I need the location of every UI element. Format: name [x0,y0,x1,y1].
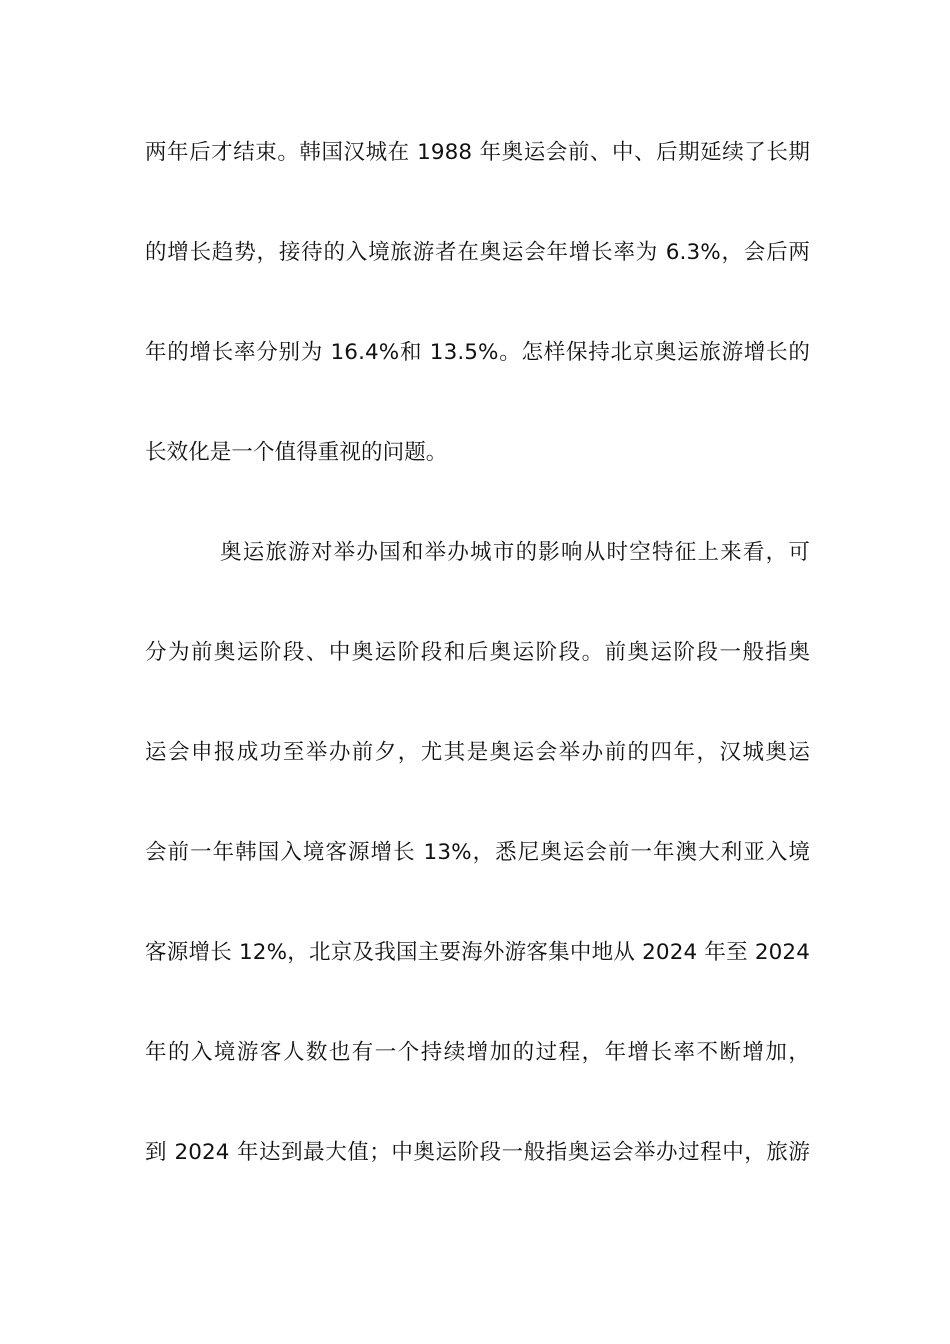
paragraph-line: 年的增长率分别为 16.4%和 13.5%。怎样保持北京奥运旅游增长的 [145,340,810,365]
paragraph-line: 分为前奥运阶段、中奥运阶段和后奥运阶段。前奥运阶段一般指奥 [145,640,810,665]
paragraph-line: 两年后才结束。韩国汉城在 1988 年奥运会前、中、后期延续了长期 [145,140,810,165]
paragraph-line: 会前一年韩国入境客源增长 13%，悉尼奥运会前一年澳大利亚入境 [145,840,810,865]
paragraph-line: 到 2024 年达到最大值；中奥运阶段一般指奥运会举办过程中，旅游 [145,1140,810,1165]
paragraph-line: 运会申报成功至举办前夕，尤其是奥运会举办前的四年，汉城奥运 [145,740,810,765]
body-text [145,130,810,1230]
paragraph-line: 客源增长 12%，北京及我国主要海外游客集中地从 2024 年至 2024 [145,940,810,965]
paragraph-line: 长效化是一个值得重视的问题。 [145,440,448,465]
paragraph-line: 的增长趋势，接待的入境旅游者在奥运会年增长率为 6.3%，会后两 [145,240,810,265]
paragraph-line: 奥运旅游对举办国和举办城市的影响从时空特征上来看，可 [220,540,810,565]
paragraph-line: 年的入境游客人数也有一个持续增加的过程，年增长率不断增加， [145,1040,810,1065]
